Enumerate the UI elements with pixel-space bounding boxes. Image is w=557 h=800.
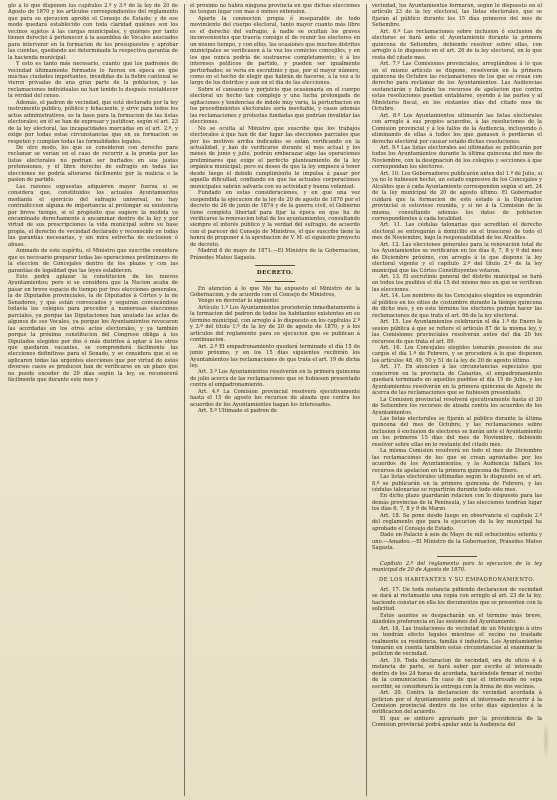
paragraph-continued: vecindad, los Ayuntamientos formarán, según lo dispuesto en el artículo 23 de la ley electoral, las listas electorales, que se fijarán al público durante los 15 días primeros del mes de Setiembre. [372, 3, 542, 29]
separator [437, 556, 477, 557]
ink-stain [543, 720, 549, 760]
paragraph: Art. 12. Las elecciones generales para la renovacion total de los Ayuntamientos se verificarán en los días 6, 7, 8 y 9 del mes de Diciembre próximo, con arreglo á lo que dispone la ley electoral vigente y el capítulo 2.º del título 2.º de la ley municipal que las Córtes Constituyentes votaron. [372, 241, 542, 274]
separator [255, 265, 295, 266]
paragraph: Art. 19. Toda declaracion de vecindad, ora de oficio ó á instancia de parte, se hará saber por escrito al interesado dentro de los 24 horas de acordada, haciéndole firmar el recibo de la comunicacion. En caso de que el interesado no sepa escribir, se considerará la entrega con la firma de dos vecinos. [372, 657, 542, 690]
column-right [372, 3, 542, 797]
paragraph: Art. 5.º Ultimado el padron de [198, 408, 277, 415]
paragraph: Art. 18. Se pone desde luego en observancia el capítulo 2.º del reglamento que para la ejecucion de la ley municipal ha aprobado el Consejo de Estado. [372, 512, 542, 532]
paragraph: Art. 7.º Las Comisiones provinciales, arreglándose á lo que en el mismo artículo se dispone, resolverán en la primera quincena de Octubre las reclamaciones de los que se crean con derecho para reclamar de los Ayuntamientos. Las Audiencias sustanciarán y fallarán los recursos de apelacion que contra estas resoluciones puedan entablarse, oyendo á las partes y al Ministerio fiscal, en los restantes días del citado mes de Octubre. [372, 61, 542, 113]
paragraph: En dicho plazo guardarán relacion con lo dispuesto para las demás provincias de la Península, y las elecciones tendrán lugar los días 6, 7, 8 y 9 de Marzo. [372, 493, 542, 513]
paragraph: Art. 14. Los nombres de los Concejales elegidos se expondrán al público en los sitios de costumbre durante la tiempo quincena de dicho mes, y en este término los electores podrán hacer las reclamaciones de que trata el art. 86 de la ley electoral. [372, 293, 542, 319]
column-rule-left [184, 4, 185, 796]
paragraph-continued: el próximo no habrá ninguna provincia en que dichas elecciones no tengan lugar con más ó ménos extension. [190, 3, 360, 16]
paragraph: Esto podrá aplazar la constitucion de los nuevos Ayuntamientos; pero si se considera que la Nacion acaba de pasar en breve espacio de tiempo por tres elecciones generales, la de Diputados provinciales, la de Diputados á Córtes y la de Senadores, y que están convocados y seguirán convocándose todavía los colegios para proceder á numerosas elecciones parciales, ya porque las Diputaciones han anulado las actas de algunos de sus Vocales, ya porque los Ayuntamientos revocaron las acordadas en los otros actos electorales, y ya también porque la próxima constitucion del Congreso obliga á los Diputados elegidos por dos ó más distritos á optar á los otros que quedarán vacantes, se comprenderá fácilmente las elecciones definitivas para el Senado, y se considera que si se aplicaren todas las urgentes elecciones que por virtud de estos diversos casos se producen han de verificarse en un plazo que no puede exceder de 20 días según la ley, se reconocerá fácilmente que durante este mes y [8, 274, 178, 384]
paragraph: Animado de este espíritu, el Ministro que suscribe considera que es necesario preparar todas las operaciones preliminares de la eleccion de Concejales dentro de los plazos y con las garantías de legalidad que las leyes establecen. [8, 248, 178, 274]
paragraph: Art. 16. Los Concejales elegidos tomarán posesion de sus cargos el día 1.º de Febrero, y se procederá á lo que disponen los artículos 48, 49, 50 y 51 de la ley de 20 de agosto último. [372, 345, 542, 364]
paragraph: De otro modo, los que se consideren con derecho para reclamar se verían en el caso de recurrir a la pronta por las listas electorales no podrían ser burlados en sus justas pretensiones, y el libre derecho de sufragio en todas las elecciones no podría alterarse fácilmente por la malicia o la pasion de partido. [8, 144, 178, 184]
paragraph: Art. 3.º Los Ayuntamientos resolverán en la primera quincena de julio acerca de las reclamaciones que se hubiesen presentado contra el empadronamiento. [190, 369, 360, 389]
paragraph: Además, el padron de vecindad, que está declarado por la ley instrumento público, público y fehaciente, y sirve para todos los actos administrativos, es la base para la formacion de las listas electorales; en él se han de expresar y justificar, según el art. 23 de la ley electoral, las incapacidades marcadas en el art. 2.º, y exige por todas estas circunstancias que en su formacion se respeten y cumplan todas las formalidades legales. [8, 99, 178, 145]
paragraph: Las razones expuestas adquieren mayor fuerza si se considera que, constituidos los actuales Ayuntamientos mediante el ejercicio del sufragio universal, no hay contradiccion alguna de importancia al prolongar su existencia por breve tiempo, si el propósito que sugiere la medida va encaminado derechamente á encaminar dentro de la ley y por virtud de sus prescripciones la vida municipal sobre su base propia, el derecho de vecindad declarado y reconocido en todas las garantías necesarias, y sin mira estrecha de exclusion ó abuso. [8, 183, 178, 248]
paragraph: Art. 17. De toda instancia pidiendo declaracion de vecindad se dará al reclamante una copia con arreglo al art. 23 de la ley, haciendo constar en ella los documentos que se presenten con la solicitud. [372, 586, 542, 613]
paragraph: Y esto es tanto más necesario, cuanto que los padrones de vecindad últimamente formados lo fueron en época en que muchas ciudades importantes, invadidas de la fiebre cantonal se vieron privadas de una gran parte de la poblacion, y las reclamaciones individuales no han tenido lo después restablecer la verdad del censo. [8, 61, 178, 100]
paragraph: Dado en Palacio á seis de Mayo de mil ochocientos setenta y uno.—Amadeo.—El Ministro de la Gobernacion, Práxedes Mateo Sagasta. [372, 532, 542, 552]
paragraph: El que se sintiere agraviado por la providencia de la Comision provincial podrá apelar ante la Audiencia del [372, 715, 542, 729]
paragraph: Las listas electorales se fijarán al público durante la última quincena del mes de Octubre, y las reclamaciones sobre inclusion ó exclusion de electores se harán ante el Ayuntamiento en los primeros 15 días del mes de Noviembre, debiendo resolver sobre ellas en lo restante del citado mes. [372, 416, 542, 448]
paragraph: Las listas electorales ultimadas según lo dispuesto en el art. 8.º se publicarán en la primera quincena de Febrero, y las cédulas talonarias se repartirán durante todo este mes. [372, 474, 542, 493]
paragraph: La misma Comision resolverá en todo el mes de Diciembre las reclamaciones de los que se crean agraviados por los acuerdos de los Ayuntamientos, y la Audiencia fallará los recursos de apelacion en la primera quincena de Enero. [372, 448, 542, 474]
paragraph: En atencion á lo que Me ha expuesto el Ministro de la Gobernacion, y de acuerdo con el Consejo de Ministros, [190, 285, 360, 299]
paragraph: Art. 15. Los Ayuntamientos celebrarán el día 1.º de Enero la sesion pública á que se refiere el artículo 87 de la misma ley, y las Comisiones provinciales resolverán antes del día 20 los recursos de que trata el art. 89. [372, 319, 542, 345]
paragraph: Aparte la conmocion propia é inseparable de todo movimiento del cuerpo electoral, tanto mayor cuanto más libre es el derecho del sufragio, á nadie se ocultan los graves inconvenientes que traería consigo el de reunir los electores en un mismo tiempo, y con ellos, las ocasiones que muchos distritos municipales se verificasen á la vez los comicios concejiles, y en los que nunca podría de sustraerse completamente; ó á los intereses políticos de partido, y pueden ser igualmente perturbados; se vería en escrutinio y que, por el mayor número, como en el hecho de elegir que habrán de hacerse, á la vez a lo largo de los distritos y aun en el día de las elecciones. [190, 15, 360, 87]
chapter-caption: Capítulo 2.º del reglamento para la ejecucion de la ley municipal de 20 de Agosto de 1870. [372, 560, 542, 573]
paragraph: Art. 18. Las traslaciones de vecindad de un Municipio á otro no tendrán efecto legales mientras el vecino no traslade realmente su residencia, familia ó industria. Los Ayuntamientos tomarán en cuenta tambien estas circunstancias al examinar la peticion de vecindad. [372, 625, 542, 658]
section-heading: DECRETO. [256, 270, 294, 277]
paragraph: Art. 20. Contra la declaracion de vecindad acordada á peticion por el Ayuntamiento podrá el interesado recurrir á la Comision provincial dentro de los ocho días siguientes á la notificacion del acuerdo. [372, 690, 542, 716]
separator [255, 281, 295, 282]
paragraph: Vengo en decretar lo siguiente: [198, 298, 280, 305]
paragraph: Fundado en estas consideraciones, y en que una vez suspendida la ejecucion de la ley de 20 de agosto de 1870 por el decreto de 26 de junio de 1874 y de la guerra civil, el Gobierno tiene completa libertad para fijar la época en que ha de verificarse la renovacion total de los ayuntamientos, consultando siempre el interés público y la verdad del sufragio; de acuerdo con el parecer del Consejo de Ministros, el que suscribe tiene la honra de proponer á la aprobacion de V. M. el siguiente proyecto de decreto. [190, 190, 360, 248]
paragraph: Art. 11. Las cédulas talonarias que acreditan el derecho electoral se entregarán á domicilio en el trascurso de todo el mes de Noviembre, bajo la responsabilidad de los Alcaldes. [372, 222, 542, 242]
paragraph: Madrid 6 de mayo de 1871.—El Ministro de la Gobernacion, Práxedes Mateo Sagasta. [190, 248, 360, 261]
paragraph: No se oculta al Ministro que suscribe que los trabajos electorales á que han de dar lugar las elecciones parciales que por los motivos arriba indicados se están verificando en la actualidad, y han de verificarse durante el mes actual y los meses de junio y julio, podrán embarazar algo las operaciones preliminares que exige el perfecto planteamiento de la ley orgánica municipal; pero su deseo de que la ley empiece á tener desde luego el debido cumplimiento le impulsa á pasar por aquella dificultad, confiando en que las actuales corporaciones municipales sabrán salvarla con su actividad y buena voluntad. [190, 125, 360, 190]
paragraph-continued: glo á lo que disponen los capítulos 2.º y 3.º de la ley de 20 de Agosto de 1870 y los artículos correspondientes del reglamento que para su ejecucion aprobó el Consejo de Estado; y de ese modo quedará establecido con toda claridad quiénes son los vecinos sujetos á las cargas municipales, y quiénes por tanto tienen derecho á pertenecer á la asamblea de Vocales asociados para intervenir en la formacion de los presupuestos y aprobar las cuentas, quedando así determinada la respectiva garantía de la hacienda municipal. [8, 3, 178, 61]
sub-heading: DE LOS HABITANTES Y SU EMPADRONAMIENTO. [379, 577, 535, 584]
paragraph: Art. 6.º Las reclamaciones sobre inclusion ó exclusion de electores se hará ante el Ayuntamiento durante la primera quincena de Setiembre, debiendo resolver sobre ellas, con arreglo á lo dispuesto en el art. 26 de la ley electoral, en lo que resta del citado mes. [372, 28, 542, 61]
paragraph: Art. 9.º Las listas electorales así ultimadas se publicarán por todos los Ayuntamientos durante la última quincena del mes de Noviembre, con la designacion de los colegios y secciones á que correspondan los electores. [372, 144, 542, 171]
paragraph: Art. 2.º El empadronamiento quedará terminado el día 15 de junio próximo, y en los 15 días siguientes recibirán los Ayuntamientos las reclamaciones de que trata el art. 19 de dicha ley. [190, 343, 360, 370]
paragraph: Artículo 1.º Los Ayuntamientos procederán inmediatamente á la formacion del padron de todos los habitantes existentes en su término municipal, con arreglo á lo dispuesto en los capítulos 2.º y 3.º del título 1.º de la ley de 20 de agosto de 1870, y á los artículos del reglamento para su ejecucion que se publican á continuacion. [190, 304, 360, 344]
paragraph: Estos asuntos se despacharán en el término más breve, dándoles preferencia en las sesiones del Ayuntamiento. [372, 612, 542, 626]
column-left [8, 3, 178, 797]
column-middle [190, 3, 360, 797]
paragraph: Art. 8.º Los Ayuntamientos ultimarán las listas electorales con arreglo á sus propios acuerdos, á las resoluciones de la Comision provincial y á los fallos de la Audiencia, incluyendo ó eliminando de ellas á todos los que ganasen ó perdieran el derecho electoral por causar estado dichas resoluciones. [372, 112, 542, 145]
paragraph: Art. 13. El escrutinio general del distrito municipal se hará en todos los pueblos el día 15 del mismo mes en que se verifican las elecciones. [372, 274, 542, 293]
paragraph: Art. 10. Los Gobernadores publicarán antes del 1.º de Julio, si ya no lo hubiesen hecho, un estado expresivo de los Concejales y Alcaldes que á cada Ayuntamiento corresponden según el art. 24 de la ley municipal de 20 de agosto último. El Gobernador cuidará que la formacion de este estado á la Diputacion provincial si estuviese reunida, y si no á la Comision de la misma, consultando además los datos de poblacion correspondientes á cada localidad. [372, 170, 542, 222]
column-rule-right [366, 4, 367, 796]
paragraph: Sobre el cansancio y perjuicio que ocasionaría en el cuerpo electoral un hecho tan complejo y una lucha prolongada de agitaciones y tendencias de índole muy varia, la perturbacion en los procedimientos electorales sería inevitable, y casos además las reclamaciones y protestas fundadas que podrían invalidar las elecciones. [190, 86, 360, 126]
paragraph: La Comision provincial resolverá ejecutivamente hasta el 30 de Setiembre los recursos de alzada contra los acuerdos de los Ayuntamientos. [372, 396, 542, 416]
paragraph: Art. 17. En atencion á las circunstancias especiales que concurren en la provincia de Canarias, el empadronamiento quedará terminado en aquellos pueblos el día 15 de Julio, y los Ayuntamientos resolverán en la primera quincena de Agosto de acerca de las reclamaciones que se hubiesen presentado. [372, 364, 542, 397]
paragraph: Art. 4.º La Comision provincial resolverá ejecutivamente hasta el 15 de agosto los recursos de alzada que contra los acuerdos de los Ayuntamientos hagan los interesados. [190, 388, 360, 408]
